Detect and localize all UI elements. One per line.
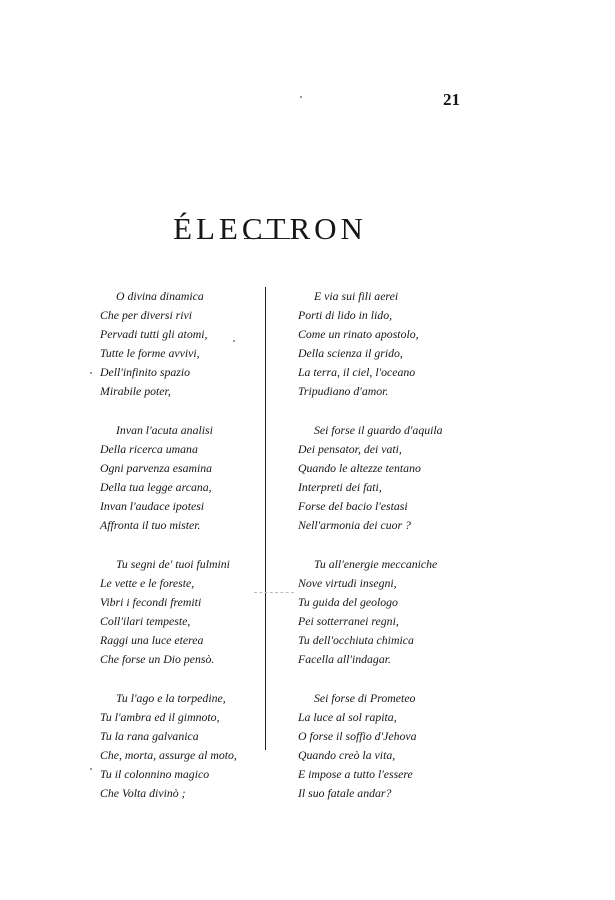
verse-line: Raggi una luce eterea	[100, 633, 204, 647]
verse-line: Dell'infinito spazio	[100, 365, 191, 379]
verse-line: Pei sotterranei regni,	[298, 614, 399, 628]
poem-right-column	[298, 287, 443, 823]
stanza	[298, 689, 443, 803]
verse-line: Pervadi tutti gli atomi,	[100, 327, 208, 341]
ink-speck	[300, 96, 302, 98]
verse-line: Tu guida del geologo	[298, 595, 398, 609]
page-number: 21	[443, 90, 460, 109]
verse-line: La luce al sol rapita,	[298, 710, 397, 724]
stanza	[100, 287, 237, 401]
verse-line: Mirabile poter,	[100, 384, 171, 398]
verse-line: Che Volta divinò ;	[100, 786, 186, 800]
poem-left-column	[100, 287, 237, 823]
verse-line: Forse del bacio l'estasi	[298, 499, 408, 513]
verse-line: Nove virtudi insegni,	[298, 576, 397, 590]
verse-line: Della scienza il grido,	[298, 346, 403, 360]
verse-line: Tu dell'occhiuta chimica	[298, 633, 414, 647]
column-divider	[265, 287, 266, 750]
verse-line: Affronta il tuo mister.	[100, 518, 201, 532]
title-rule	[244, 238, 290, 239]
verse-line: Tu l'ambra ed il gimnoto,	[100, 710, 220, 724]
verse-line: Nell'armonia dei cuor ?	[298, 518, 411, 532]
verse-line: Dei pensator, dei vati,	[298, 442, 402, 456]
stanza	[100, 421, 237, 535]
verse-line: O forse il soffio d'Jehova	[298, 729, 417, 743]
stanza	[100, 555, 237, 669]
verse-line: E via sui fili aerei	[314, 289, 399, 303]
verse-line: O divina dinamica	[116, 289, 204, 303]
verse-line: Porti di lido in lido,	[298, 308, 393, 322]
verse-line: Il suo fatale andar?	[298, 786, 392, 800]
verse-line: Sei forse di Prometeo	[314, 691, 416, 705]
verse-line: Che, morta, assurge al moto,	[100, 748, 237, 762]
verse-line: Tutte le forme avvivi,	[100, 346, 200, 360]
verse-line: Tu segni de' tuoi fulmini	[116, 557, 230, 571]
poem-title: ÉLECTRON	[173, 210, 367, 246]
verse-line: Tu l'ago e la torpedine,	[116, 691, 226, 705]
print-mark	[254, 592, 294, 593]
verse-line: La terra, il ciel, l'oceano	[298, 365, 416, 379]
verse-line: Sei forse il guardo d'aquila	[314, 423, 443, 437]
verse-line: Quando le altezze tentano	[298, 461, 421, 475]
verse-line: Le vette e le foreste,	[100, 576, 195, 590]
stanza	[298, 555, 443, 669]
verse-line: Come un rinato apostolo,	[298, 327, 419, 341]
verse-line: Quando creò la vita,	[298, 748, 396, 762]
verse-line: Tu il colonnino magico	[100, 767, 210, 781]
stanza	[298, 421, 443, 535]
verse-line: Tripudiano d'amor.	[298, 384, 389, 398]
verse-line: Che per diversi rivi	[100, 308, 193, 322]
verse-line: Invan l'acuta analisi	[116, 423, 213, 437]
verse-line: Vibri i fecondi fremiti	[100, 595, 202, 609]
verse-line: Tu la rana galvanica	[100, 729, 199, 743]
ink-speck	[90, 372, 92, 374]
ink-speck	[90, 768, 92, 770]
verse-line: Che forse un Dio pensò.	[100, 652, 215, 666]
stanza	[100, 689, 237, 803]
verse-line: Facella all'indagar.	[298, 652, 391, 666]
stanza	[298, 287, 443, 401]
verse-line: Della tua legge arcana,	[100, 480, 212, 494]
verse-line: Interpreti dei fati,	[298, 480, 382, 494]
ink-speck	[233, 340, 235, 342]
verse-line: E impose a tutto l'essere	[298, 767, 413, 781]
verse-line: Coll'ilari tempeste,	[100, 614, 191, 628]
verse-line: Invan l'audace ipotesi	[100, 499, 205, 513]
verse-line: Della ricerca umana	[100, 442, 198, 456]
verse-line: Ogni parvenza esamina	[100, 461, 213, 475]
verse-line: Tu all'energie meccaniche	[314, 557, 438, 571]
